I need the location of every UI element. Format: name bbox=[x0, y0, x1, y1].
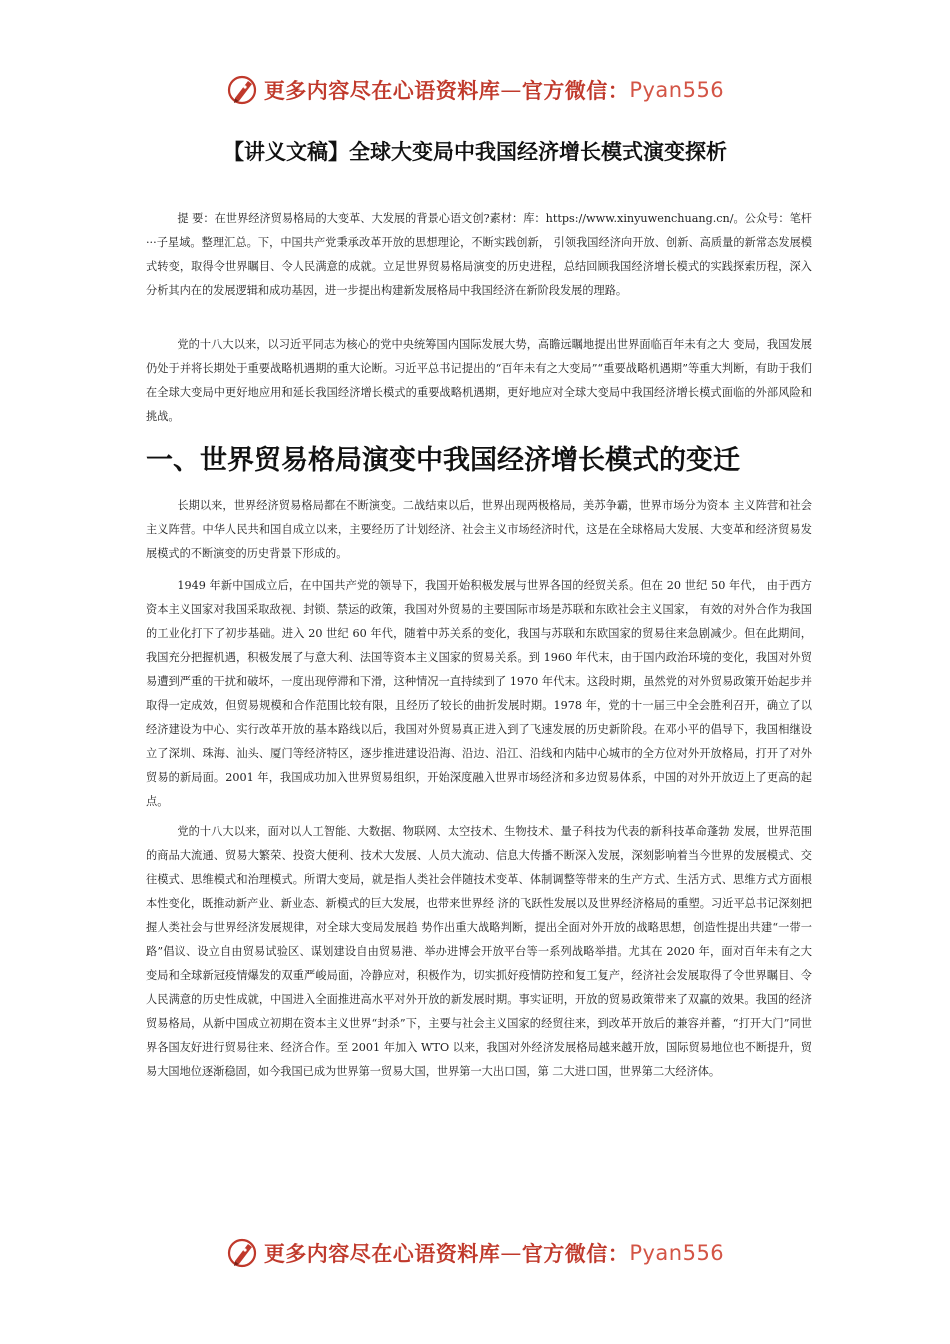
intro-block bbox=[146, 333, 812, 429]
paragraph-text: 长期以来，世界经济贸易格局都在不断演变。二战结束以后，世界出现两极格局，美苏争霸，世界市场分为资本 主义阵营和社会主义阵营。中华人民共和国自成立以来，主要经历了计划经济、社会主义市场经济时代，这是在全球格局大发展、大变革和经济贸易发展模式的不断演变的历史背景下形成的。 bbox=[146, 499, 812, 560]
intro-paragraph: 党的十八大以来，以习近平同志为核心的党中央统筹国内国际发展大势，高瞻远瞩地提出世界面临百年未有之大 变局，我国发展仍处于并将长期处于重要战略机遇期的重大论断。习近平总书记提出的“百年未有之大变局”“重要战略机遇期”等重大判断，有助于我们在全球大变局中更好地应用和延长我国经济增长模式的重要战略机遇期，更好地应对全球大变局中我国经济增长模式面临的外部风险和挑战。 bbox=[146, 338, 812, 423]
footer-banner bbox=[0, 1233, 950, 1273]
banner-wechat-id: Pyan556 bbox=[629, 78, 725, 102]
pen-nib-logo-icon bbox=[226, 73, 260, 107]
section-paragraph-1 bbox=[146, 494, 812, 566]
paragraph-text: 党的十八大以来，面对以人工智能、大数据、物联网、太空技术、生物技术、量子科技为代表的新科技革命蓬勃 发展，世界范围的商品大流通、贸易大繁荣、投资大便利、技术大发展、人员大流动、信息大传播不断深入发展，深刻影响着当今世界的发展模式、交往模式、思维模式和治理模式。所谓大变局，就是指人类社会伴随技术变革、体制调整等带来的生产方式、生活方式、思维方式方面根本性变化，既推动新产业、新业态、新模式的巨大发展，也带来世界经 济的飞跃性发展以及世界经济格局的重塑。习近平总书记深刻把握人类社会与世界经济发展规律，对全球大变局发展趋 势作出重大战略判断，提出全面对外开放的战略思想，创造性提出共建“一带一路”倡议、设立自由贸易试验区、谋划建设自由贸易港、举办进博会开放平台等一系列战略举措。尤其在 2020 年，面对百年未有之大变局和全球新冠疫情爆发的双重严峻局面，冷静应对，积极作为，切实抓好疫情防控和复工复产，经济社会发展取得了令世界瞩目、令人民满意的历史性成就，中国进入全面推进高水平对外开放的新发展时期。事实证明，开放的贸易政策带来了双赢的效果。我国的经济贸易格局，从新中国成立初期在资本主义世界“封杀”下，主要与社会主义国家的经贸往来，到改革开放后的兼容并蓄，“打开大门”同世界各国友好进行贸易往来、经济合作。至 2001 年加入 WTO 以来，我国对外经济发展格局越来越开放，国际贸易地位也不断提升，贸易大国地位逐渐稳固，如今我国已成为世界第一贸易大国，世界第一大出口国，第 二大进口国，世界第二大经济体。 bbox=[146, 825, 812, 1078]
banner-dash: — bbox=[500, 78, 522, 102]
section-heading: 一、世界贸易格局演变中我国经济增长模式的变迁 bbox=[146, 445, 740, 476]
paragraph-text: 1949 年新中国成立后，在中国共产党的领导下，我国开始积极发展与世界各国的经贸关系。但在 20 世纪 50 年代， 由于西方资本主义国家对我国采取敌视、封锁、禁运的政策，我国对外贸易的主要国际市场是苏联和东欧社会主义国家， 有效的对外合作为我国的工业化打下了初步基础。进入 20 世纪 60 年代，随着中苏关系的变化，我国与苏联和东欧国家的贸易往来急剧减少。但在此期间，我国充分把握机遇，积极发展了与意大利、法国等资本主义国家的贸易关系。到 1960 年代末，由于国内政治环境的变化，我国对外贸易遭到严重的干扰和破坏，一度出现停滞和下滑，这种情况一直持续到了 1970 年代末。这段时期，虽然党的对外贸易政策开始起步并取得一定成效，但贸易规模和合作范围比较有限，且经历了较长的曲折发展时期。1978 年，党的十一届三中全会胜利召开，确立了以经济建设为中心、实行改革开放的基本路线以后，我国对外贸易真正进入到了飞速发展的历史新阶段。在邓小平的倡导下，我国相继设立了深圳、珠海、汕头、厦门等经济特区，逐步推进建设沿海、沿边、沿江、沿线和内陆中心城市的全方位对外开放格局，打开了对外贸易的新局面。2001 年，我国成功加入世界贸易组织，开始深度融入世界市场经济和多边贸易体系，中国的对外开放迈上了更高的起点。 bbox=[146, 579, 812, 808]
banner-slogan: 更多内容尽在心语资料库 bbox=[263, 79, 501, 103]
banner-dash: — bbox=[500, 1241, 522, 1265]
banner-wechat-id: Pyan556 bbox=[629, 1241, 725, 1265]
abstract-block bbox=[146, 207, 812, 303]
section-paragraph-2 bbox=[146, 574, 812, 814]
banner-wechat-label: 官方微信： bbox=[521, 79, 630, 103]
header-banner bbox=[0, 70, 950, 110]
pen-nib-logo-icon bbox=[226, 1236, 260, 1270]
abstract-paragraph: 提 要：在世界经济贸易格局的大变革、大发展的背景心语文创?素材：库：https://www.xinyuwenchuang.cn/。公众号：笔杆···子星域。整理汇总。下，中国共产党秉承改革开放的思想理论，不断实践创新， 引领我国经济向开放、创新、高质量的新常态发展模式转变，取得令世界瞩目、令人民满意的成就。立足世界贸易格局演变的历史进程，总结回顾我国经济增长模式的实践探索历程，深入分析其内在的发展逻辑和成功基因，进一步提出构建新发展格局中我国经济在新阶段发展的理路。 bbox=[146, 212, 812, 297]
banner-wechat-label: 官方微信： bbox=[521, 1242, 630, 1266]
banner-slogan: 更多内容尽在心语资料库 bbox=[263, 1242, 501, 1266]
section-paragraph-3 bbox=[146, 820, 812, 1084]
document-title: 【讲义文稿】全球大变局中我国经济增长模式演变探析 bbox=[223, 140, 727, 164]
